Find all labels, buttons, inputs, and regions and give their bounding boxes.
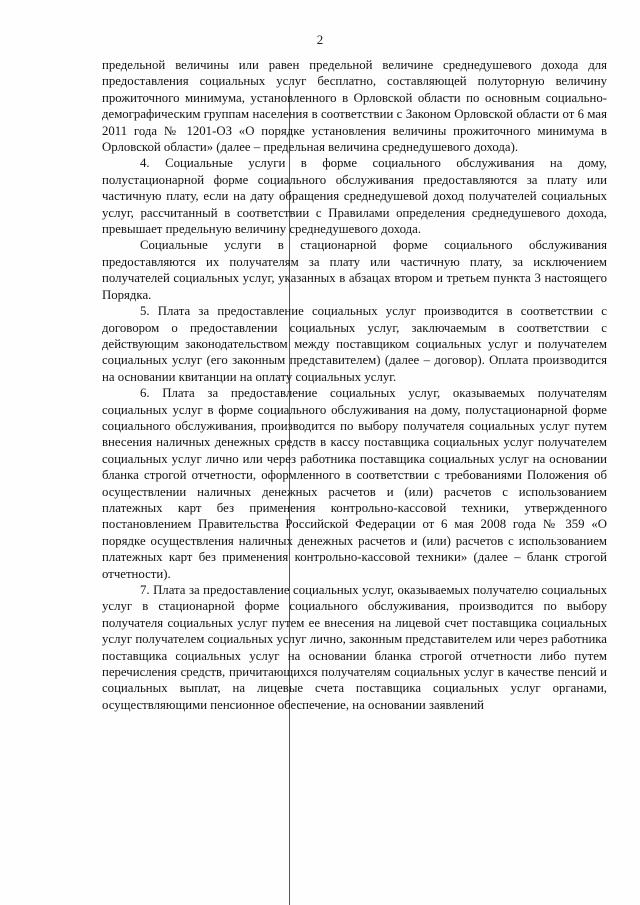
paragraph-item-4: 4. Социальные услуги в форме социального обслуживания на дому, полустационарной форме социального обслуживания предоставляются за плату или частичную плату, если на дату обращения среднедушевой доход получателей социальных услуг, рассчитанный в соответствии с Правилами определения среднедушевого дохода, превышает предельную величину среднедушевого дохода.: [102, 156, 607, 237]
paragraph-item-5: 5. Плата за предоставление социальных услуг производится в соответствии с договором о предоставлении социальных услуг, заключаемым в соответствии с действующим законодательством между поставщиком социальных услуг и получателем социальных услуг (его законным представителем) (далее – договор). Оплата производится на основании квитанции на оплату социальных услуг.: [102, 304, 607, 384]
paragraph-stationary-services: Социальные услуги в стационарной форме социального обслуживания предоставляются их получателям за плату или частичную плату, за исключением получателей социальных услуг, указанных в абзацах втором и третьем пункта 3 настоящего Порядка.: [102, 238, 607, 302]
page-number: 2: [316, 32, 324, 47]
document-body: [102, 57, 607, 713]
paragraph-item-7: 7. Плата за предоставление социальных услуг, оказываемых получателю социальных услуг в стационарной форме социального обслуживания, производится по выбору получателя социальных услуг путем ее внесения на лицевой счет поставщика социальных услуг получателем социальных услуг лично, законным представителем или через работника поставщика социальных услуг на основании бланка строгой отчетности либо путем перечисления средств, причитающихся получателям социальных услуг в качестве пенсий и социальных выплат, на лицевые счета поставщика социальных услуг органами, осуществляющими пенсионное обеспечение, на основании заявлений: [102, 583, 607, 712]
paragraph-item-6: 6. Плата за предоставление социальных услуг, оказываемых получателям социальных услуг в форме социального обслуживания на дому, полустационарной форме социального обслуживания, производится по выбору получателя социальных услуг путем внесения наличных денежных средств в кассу поставщика социальных услуг получателем социальных услуг лично или через работника поставщика социальных услуг на основании бланка строгой отчетности, оформленного в соответствии с требованиями Положения об осуществлении наличных денежных расчетов и (или) расчетов с использованием платежных карт без применения контрольно-кассовой техники, утвержденного постановлением Правительства Российской Федерации от 6 мая 2008 года № 359 «О порядке осуществления наличных денежных расчетов и (или) расчетов с использованием платежных карт без применения контрольно-кассовой техники» (далее – бланк строгой отчетности).: [102, 386, 607, 581]
paragraph-continuation: предельной величины или равен предельной величине среднедушевого дохода для предоставления социальных услуг бесплатно, составляющей полуторную величину прожиточного минимума, установленного в Орловской области по основным социально-демографическим группам населения в соответствии с Законом Орловской области от 6 мая 2011 года № 1201-ОЗ «О порядке установления величины прожиточного минимума в Орловской области» (далее – предельная величина среднедушевого дохода).: [102, 58, 607, 155]
